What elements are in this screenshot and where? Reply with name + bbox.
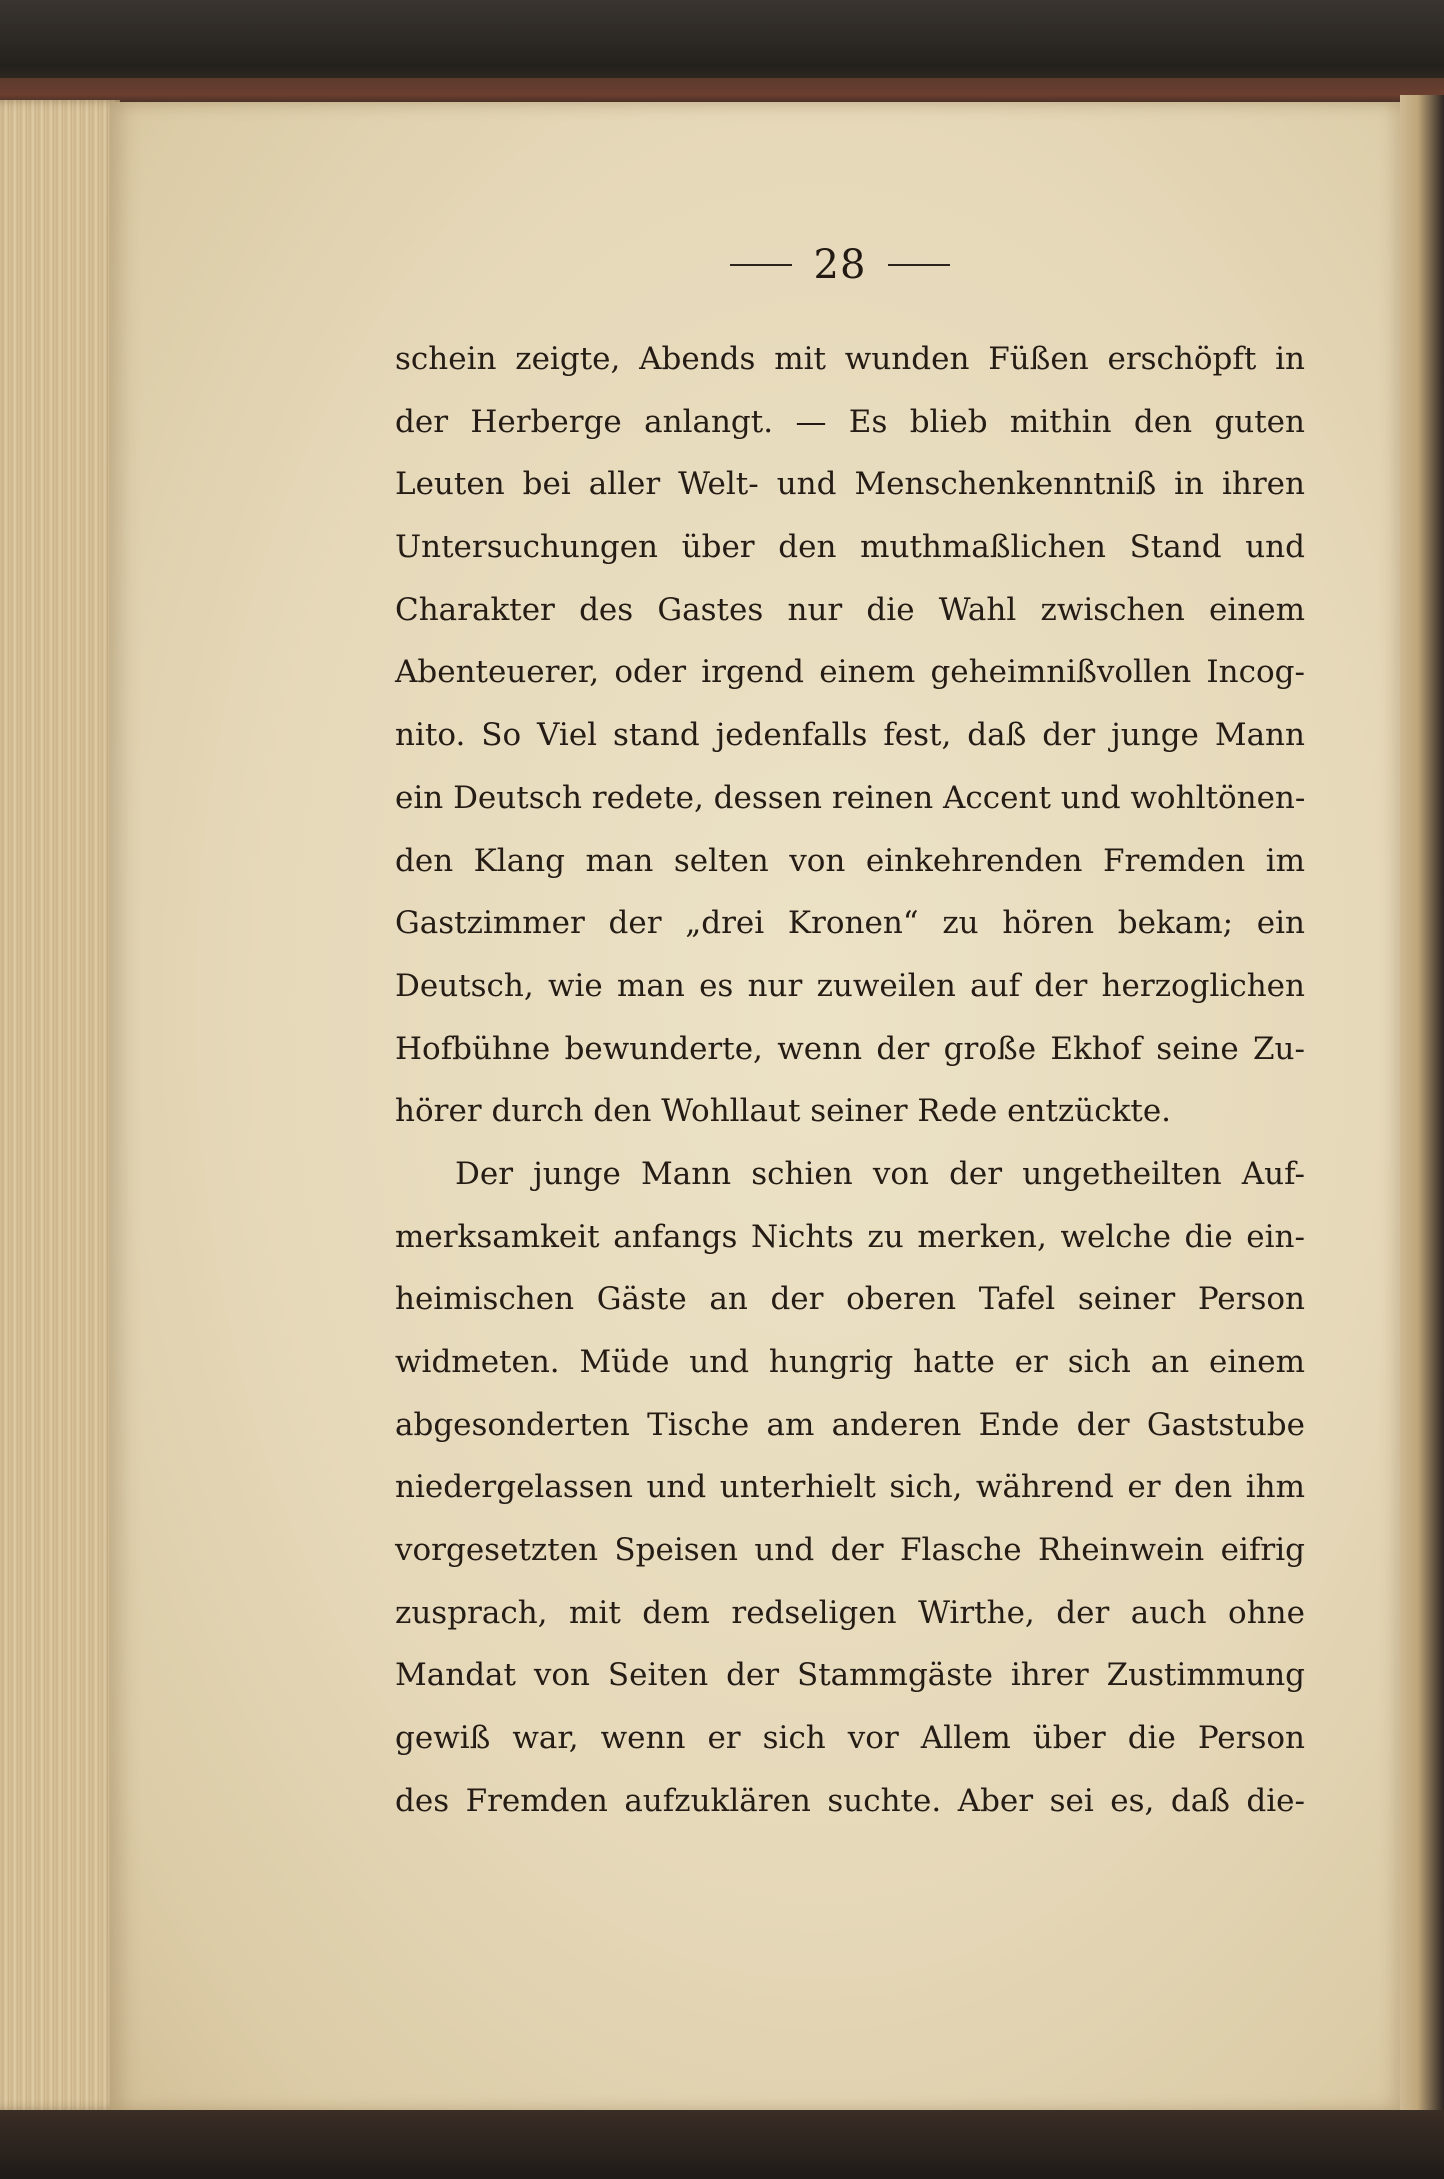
text-line: niedergelassen und unterhielt sich, während er den ihm bbox=[395, 1469, 1305, 1506]
text-line: Untersuchungen über den muthmaßlichen Stand und bbox=[395, 529, 1305, 566]
paragraph-2 bbox=[395, 1143, 1305, 1833]
header-dash-right bbox=[888, 264, 950, 266]
text-line: abgesonderten Tische am anderen Ende der Gaststube bbox=[395, 1406, 1305, 1443]
text-line: Hofbühne bewunderte, wenn der große Ekhof seine Zu- bbox=[395, 1030, 1305, 1067]
text-line: heimischen Gäste an der oberen Tafel seiner Person bbox=[395, 1281, 1305, 1318]
text-line: des Fremden aufzuklären suchte. Aber sei es, daß die- bbox=[395, 1782, 1305, 1819]
text-line: ein Deutsch redete, dessen reinen Accent und wohltönen- bbox=[395, 779, 1306, 816]
text-line: Abenteuerer, oder irgend einem geheimnißvollen Incog- bbox=[395, 654, 1305, 691]
text-line: Der junge Mann schien von der ungetheilten Auf- bbox=[455, 1155, 1305, 1192]
page-edge-right bbox=[1400, 95, 1444, 2125]
text-line: hörer durch den Wohllaut seiner Rede entzückte. bbox=[395, 1093, 1172, 1130]
page-number: 28 bbox=[813, 242, 867, 288]
paragraph-1 bbox=[395, 328, 1305, 1143]
text-line: schein zeigte, Abends mit wunden Füßen erschöpft in bbox=[395, 341, 1305, 377]
body-text bbox=[395, 328, 1305, 1833]
scanner-background-bottom bbox=[0, 2110, 1444, 2179]
page-stack-left bbox=[0, 100, 120, 2110]
text-line: der Herberge anlangt. — Es blieb mithin den guten bbox=[395, 403, 1305, 440]
text-line: widmeten. Müde und hungrig hatte er sich an einem bbox=[395, 1344, 1305, 1380]
text-line: nito. So Viel stand jedenfalls fest, daß der junge Mann bbox=[395, 717, 1305, 754]
text-line: Gastzimmer der „drei Kronen“ zu hören bekam; ein bbox=[395, 905, 1305, 942]
text-line: Leuten bei aller Welt- und Menschenkenntniß in ihren bbox=[395, 466, 1305, 503]
text-line: Deutsch, wie man es nur zuweilen auf der herzoglichen bbox=[395, 967, 1305, 1004]
text-line: gewiß war, wenn er sich vor Allem über die Person bbox=[395, 1720, 1305, 1757]
text-line: zusprach, mit dem redseligen Wirthe, der auch ohne bbox=[395, 1594, 1305, 1631]
text-line: vorgesetzten Speisen und der Flasche Rheinwein eifrig bbox=[395, 1532, 1305, 1569]
page-header bbox=[690, 240, 990, 290]
text-line: den Klang man selten von einkehrenden Fremden im bbox=[395, 842, 1305, 879]
header-dash-left bbox=[730, 264, 792, 266]
text-line: Mandat von Seiten der Stammgäste ihrer Zustimmung bbox=[395, 1657, 1305, 1694]
text-line: merksamkeit anfangs Nichts zu merken, welche die ein- bbox=[395, 1218, 1305, 1255]
text-line: Charakter des Gastes nur die Wahl zwischen einem bbox=[395, 591, 1305, 628]
